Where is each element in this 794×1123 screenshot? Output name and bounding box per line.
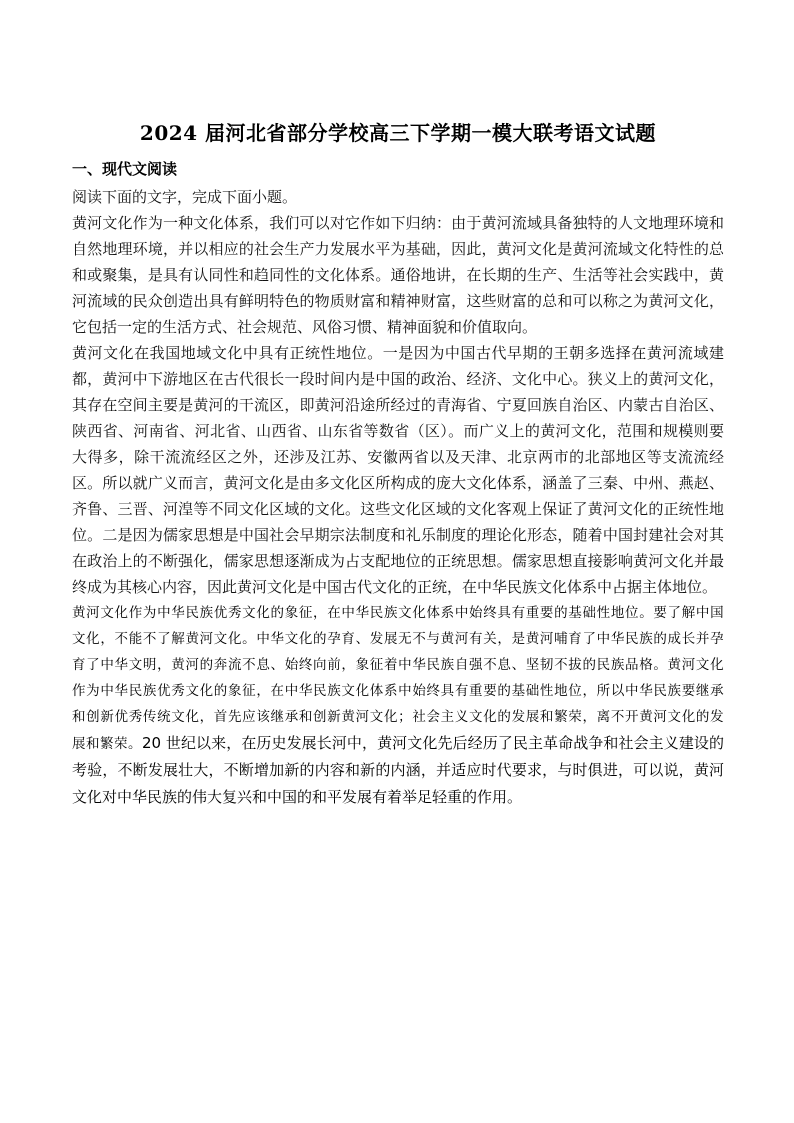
document-title: 2024 届河北省部分学校高三下学期一模大联考语文试题	[139, 121, 657, 145]
paragraph-1: 黄河文化作为一种文化体系，我们可以对它作如下归纳：由于黄河流域具备独特的人文地理环境和自然地理环境，并以相应的社会生产力发展水平为基础，因此，黄河文化是黄河流域文化特性的总和或聚集，是具有认同性和趋同性的文化体系。通俗地讲，在长期的生产、生活等社会实践中，黄河流域的民众创造出具有鲜明特色的物质财富和精神财富，这些财富的总和可以称之为黄河文化，它包括一定的生活方式、社会规范、风俗习惯、精神面貌和价值取向。	[72, 214, 724, 336]
paragraph-2: 黄河文化在我国地域文化中具有正统性地位。一是因为中国古代早期的王朝多选择在黄河流域建都，黄河中下游地区在古代很长一段时间内是中国的政治、经济、文化中心。狭义上的黄河文化，其存在空间主要是黄河的干流区，即黄河沿途所经过的青海省、宁夏回族自治区、内蒙古自治区、陕西省、河南省、河北省、山西省、山东省等数省（区）。而广义上的黄河文化，范围和规模则要大得多，除干流流经区之外，还涉及江苏、安徽两省以及天津、北京两市的北部地区等支流流经区。所以就广义而言，黄河文化是由多文化区所构成的庞大文化体系，涵盖了三秦、中州、燕赵、齐鲁、三晋、河湟等不同文化区域的文化。这些文化区域的文化客观上保证了黄河文化的正统性地位。二是因为儒家思想是中国社会早期宗法制度和礼乐制度的理论化形态，随着中国封建社会对其在政治上的不断强化，儒家思想逐渐成为占支配地位的正统思想。儒家思想直接影响黄河文化并最终成为其核心内容，因此黄河文化是中国古代文化的正统，在中华民族文化体系中占据主体地位。	[72, 344, 724, 596]
paragraph-3-kai-text: 黄河文化作为中华民族优秀文化的象征，在中华民族文化体系中始终具有重要的基础性地位。要了解中国文化，不能不了解黄河文化。中华文化的孕育、发展无不与黄河有关，是黄河哺育了中华民族的成长并孕育了中华文明，黄河的奔流不息、始终向前，象征着中华民族自强不息、坚韧不拔的民族品格。黄河文化作为中华民族优秀文化的象征，在中华民族文化体系中始终具有重要的基础性地位，所以中华民族要继承和创新优秀传统文化，首先应该继承和创新黄河文化；社会主义文化的发展和繁荣，离不开黄河文化的发展和繁荣。	[72, 605, 724, 752]
reading-instruction: 阅读下面的文字，完成下面小题。	[72, 188, 298, 206]
section-heading: 一、现代文阅读	[72, 160, 178, 178]
paragraph-3	[72, 600, 724, 811]
paragraph-3-tail-text: 20 世纪以来，在历史发展长河中，黄河文化先后经历了民主革命战争和社会主义建设的考验，不断发展壮大，不断增加新的内容和新的内涵，并适应时代要求，与时俱进，可以说，黄河文化对中华民族的伟大复兴和中国的和平发展有着举足轻重的作用。	[72, 734, 725, 806]
